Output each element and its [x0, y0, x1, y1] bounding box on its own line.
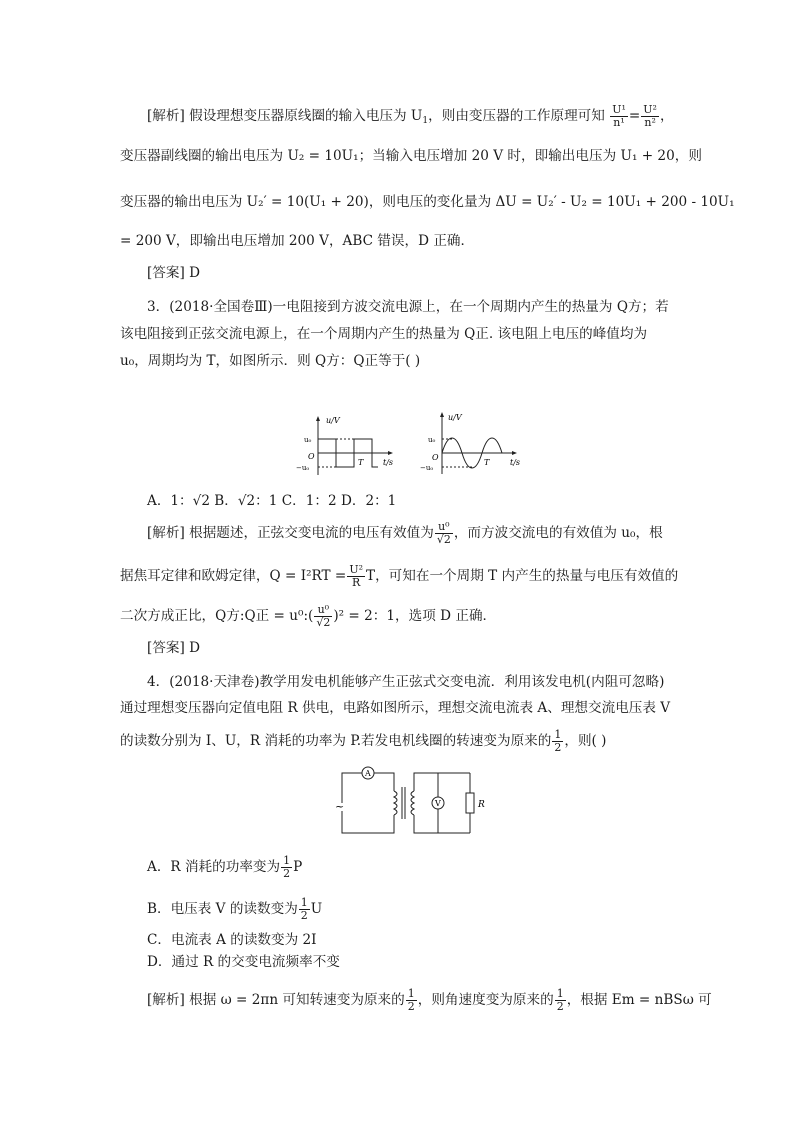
question-4-line: 4．(2018·天津卷)教学用发电机能够产生正弦式交变电流．利用该发电机(内阻可忽略): [147, 674, 665, 690]
numerator: 1: [283, 854, 291, 867]
question-3-line: 3．(2018·全国卷Ⅲ)一电阻接到方波交流电源上，在一个周期内产生的热量为 Q方；若: [147, 299, 669, 315]
analysis-line: 变压器副线圈的输出电压为 U₂ = 10U₁；当输入电压增加 20 V 时，即输出电压为 U₁ + 20，则: [120, 148, 702, 164]
sine-wave-figure: [420, 408, 530, 478]
question-3-line: u₀，周期均为 T，如图所示．则 Q方：Q正等于( ): [120, 353, 421, 369]
denominator: √2: [316, 616, 331, 629]
wire: [414, 815, 470, 833]
u0-label: u₀: [428, 436, 436, 444]
arrow: [440, 412, 444, 417]
resistor-label: R: [478, 800, 485, 810]
option-a: [147, 855, 302, 880]
period-label: T: [358, 458, 364, 467]
fraction: [406, 988, 417, 1013]
analysis-line: 变压器的输出电压为 U₂′ = 10(U₁ + 20)，则电压的变化量为 ΔU = U₂′ - U₂ = 10U₁ + 200 - 10U₁: [120, 194, 735, 210]
analysis-line: [147, 521, 663, 546]
arrow: [388, 451, 393, 455]
fraction: [314, 604, 332, 629]
numerator: 1: [554, 728, 562, 741]
question-3-line: 该电阻接到正弦交流电源上，在一个周期内产生的热量为 Q正. 该电阻上电压的峰值均为: [120, 326, 648, 342]
numerator: 1: [300, 896, 308, 909]
ammeter-label: A: [365, 769, 371, 778]
secondary-coil: [411, 791, 414, 815]
fraction: [552, 729, 563, 754]
text: [解析] 根据题述，正弦交变电流的电压有效值为: [147, 525, 434, 541]
text: ，而方波交流电的有效值为 u₀，根: [453, 525, 663, 541]
text: 二次方成正比，Q方:Q正 = u⁰:(: [120, 608, 314, 624]
denominator: √2: [436, 533, 451, 546]
y-label: u/V: [448, 413, 462, 422]
fraction: [299, 897, 310, 922]
fraction: [347, 564, 365, 589]
analysis-line: = 200 V，即输出电压增加 200 V，ABC 错误，D 正确．: [120, 233, 475, 249]
text: ，则由变压器的工作原理可知: [428, 108, 605, 124]
origin-label: O: [308, 452, 315, 461]
square-wave-figure: [290, 413, 410, 481]
ac-source-icon: ~: [335, 800, 345, 813]
subscript: 1: [422, 116, 429, 126]
arrow: [316, 416, 320, 421]
analysis-line: [147, 104, 674, 132]
text: ，则角速度变为原来的: [417, 992, 554, 1008]
denominator: 2: [554, 741, 562, 754]
denominator: n²: [644, 116, 656, 129]
denominator: 2: [283, 867, 291, 880]
arrow: [512, 451, 517, 455]
analysis-line: [147, 988, 712, 1013]
x-label: t/s: [510, 458, 521, 467]
equals: =: [628, 108, 641, 124]
denominator: 2: [556, 1000, 564, 1013]
analysis-line: [120, 604, 496, 629]
text: [解析] 假设理想变压器原线圈的输入电压为 U: [147, 108, 423, 124]
denominator: n¹: [613, 116, 625, 129]
fraction: [555, 988, 566, 1013]
period-label: T: [484, 458, 490, 467]
fraction: [641, 104, 659, 129]
fraction: [610, 104, 628, 129]
text: [解析] 根据 ω = 2πn 可知转速变为原来的: [147, 992, 405, 1008]
numerator: 1: [407, 987, 415, 1000]
text: A．R 消耗的功率变为: [147, 859, 281, 875]
numerator: u⁰: [435, 521, 453, 534]
neg-u0-label: −u₀: [420, 464, 434, 472]
options-line: A．1：√2 B．√2：1 C．1：2 D．2：1: [147, 493, 397, 509]
text: )² = 2：1，选项 D 正确．: [333, 608, 497, 624]
u0-label: u₀: [304, 436, 312, 444]
resistor: [466, 793, 474, 813]
denominator: 2: [407, 1000, 415, 1013]
text: ，: [659, 108, 674, 124]
numerator: u⁰: [314, 604, 332, 617]
numerator: U¹: [612, 103, 626, 116]
numerator: U²: [349, 563, 363, 576]
text: ，根据 Em = nBSω 可: [566, 992, 712, 1008]
primary-coil: [394, 791, 397, 815]
text: P: [293, 859, 303, 875]
analysis-line: [120, 564, 678, 589]
question-4-line: [120, 729, 606, 754]
neg-u0-label: −u₀: [296, 464, 310, 472]
option-b: [147, 897, 322, 922]
text: 据焦耳定律和欧姆定律，Q = I²RT =: [120, 568, 347, 584]
numerator: 1: [556, 987, 564, 1000]
fraction: [435, 521, 453, 546]
denominator: R: [352, 576, 361, 589]
y-label: u/V: [326, 416, 340, 425]
origin-label: O: [432, 453, 439, 462]
fraction: [281, 855, 292, 880]
text: ，则( ): [564, 733, 607, 749]
question-4-line: 通过理想变压器向定值电阻 R 供电，电路如图所示，理想交流电流表 A、理想交流电压表 V: [120, 700, 671, 716]
text: B．电压表 V 的读数变为: [147, 901, 298, 917]
option-d: D．通过 R 的交变电流频率不变: [147, 954, 340, 970]
denominator: 2: [300, 909, 308, 922]
option-c: C．电流表 A 的读数变为 2I: [147, 932, 317, 948]
text: 的读数分别为 I、U，R 消耗的功率为 P.若发电机线圈的转速变为原来的: [120, 733, 552, 749]
wire: [342, 811, 394, 833]
x-label: t/s: [383, 458, 394, 467]
voltmeter-label: V: [435, 799, 441, 808]
circuit-diagram: [330, 765, 500, 840]
text: T，可知在一个周期 T 内产生的热量与电压有效值的: [366, 568, 679, 584]
answer-line: [答案] D: [147, 640, 201, 656]
answer-line: [答案] D: [147, 265, 201, 281]
wire: [414, 773, 470, 791]
numerator: U²: [643, 103, 657, 116]
text: U: [310, 901, 323, 917]
